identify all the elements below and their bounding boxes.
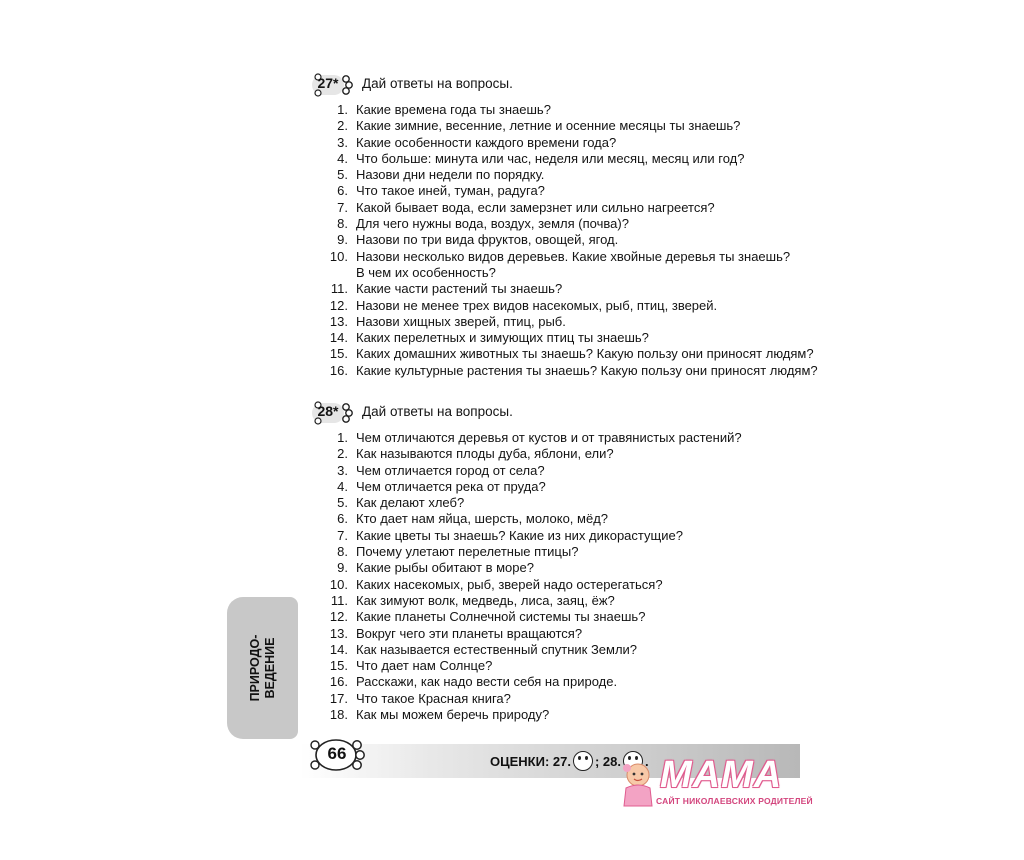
question-text: Что такое иней, туман, радуга? (356, 183, 545, 199)
question-text: Как делают хлеб? (356, 495, 465, 511)
question-item (332, 102, 812, 118)
page-number-badge (309, 735, 365, 775)
question-item (332, 495, 812, 511)
question-text: Как называются плоды дуба, яблони, ели? (356, 446, 614, 462)
question-text: Для чего нужны вода, воздух, земля (почва)? (356, 216, 629, 232)
side-tab-line-2: ВЕДЕНИЕ (262, 637, 277, 699)
question-number: 12. (329, 297, 348, 313)
question-number: 5. (337, 495, 348, 511)
question-number: 13. (329, 625, 348, 641)
question-item (329, 625, 812, 642)
question-text: Какие культурные растения ты знаешь? Какую пользу они приносят людям? (356, 362, 818, 378)
question-item (332, 463, 812, 479)
task-28-badge (310, 400, 352, 426)
grades-separator: ; 28. (594, 753, 621, 769)
question-number: 4. (337, 150, 348, 166)
question-item (329, 362, 818, 379)
question-item (329, 297, 812, 314)
question-text-continued: В чем их особенность? (356, 264, 496, 280)
question-item (329, 330, 812, 346)
question-text: Назови несколько видов деревьев. Какие хвойные деревья ты знаешь? (356, 248, 791, 264)
question-number: 6. (337, 511, 348, 527)
question-text: Назови по три вида фруктов, овощей, ягод. (356, 232, 619, 248)
question-number: 3. (337, 462, 348, 478)
question-item (332, 200, 812, 216)
question-item (332, 511, 812, 527)
question-text: Какие зимние, весенние, летние и осенние месяцы ты знаешь? (356, 118, 741, 134)
question-item (329, 707, 812, 723)
question-number: 15. (329, 346, 348, 362)
question-text: Что такое Красная книга? (356, 690, 511, 706)
site-watermark (612, 754, 813, 810)
watermark-subtitle: САЙТ НИКОЛАЕВСКИХ РОДИТЕЛЕЙ (656, 796, 813, 806)
question-text: Какие части растений ты знаешь? (356, 281, 563, 297)
page-number: 66 (327, 744, 347, 763)
question-text: Каких насекомых, рыб, зверей надо остерегаться? (356, 576, 663, 592)
question-text: Какие особенности каждого времени года? (356, 134, 617, 150)
question-text: Назови хищных зверей, птиц, рыб. (356, 313, 566, 329)
question-item (329, 609, 812, 625)
question-item (332, 430, 812, 446)
question-number: 8. (337, 544, 348, 560)
question-item (332, 281, 812, 297)
question-number: 12. (329, 609, 348, 625)
question-item (332, 446, 812, 462)
question-number: 4. (337, 478, 348, 494)
task-title: Дай ответы на вопросы. (362, 404, 513, 419)
question-number: 10. (329, 248, 348, 264)
section-side-tab (227, 597, 298, 739)
question-item (329, 641, 812, 658)
question-number: 6. (337, 183, 348, 199)
question-text: Какие времена года ты знаешь? (356, 102, 551, 117)
question-text: Вокруг чего эти планеты вращаются? (356, 625, 583, 641)
question-item (332, 593, 812, 609)
question-text: Назови не менее трех видов насекомых, рыб, птиц, зверей. (356, 297, 718, 313)
question-text: Какие рыбы обитают в море? (356, 560, 534, 576)
question-number: 7. (337, 527, 348, 543)
question-item (332, 135, 812, 151)
question-number: 14. (329, 641, 348, 657)
question-text: Расскажи, как надо вести себя на природе. (356, 674, 618, 690)
question-item (329, 576, 812, 593)
question-item (329, 690, 812, 707)
question-item (329, 313, 812, 330)
question-number: 3. (337, 134, 348, 150)
grades-end: . (644, 753, 649, 769)
question-text: Кто дает нам яйца, шерсть, молоко, мёд? (356, 511, 609, 527)
question-item (329, 674, 812, 690)
question-number: 7. (337, 199, 348, 215)
smiley-face-icon (573, 751, 593, 771)
question-number: 18. (329, 707, 348, 723)
question-text: Назови дни недели по порядку. (356, 167, 545, 183)
question-text: Что больше: минута или час, неделя или месяц, месяц или год? (356, 150, 745, 166)
question-number: 11. (330, 592, 348, 608)
question-text: Каких домашних животных ты знаешь? Какую пользу они приносят людям? (356, 346, 814, 362)
question-text: Какие планеты Солнечной системы ты знаешь? (356, 609, 646, 625)
question-item (332, 528, 812, 544)
question-list-27 (329, 102, 818, 379)
question-text: Чем отличается река от пруда? (356, 478, 546, 494)
task-number: 27* (317, 75, 339, 91)
question-item (332, 479, 812, 495)
question-number: 9. (337, 560, 348, 576)
grades-label: ОЦЕНКИ: 27. (490, 753, 571, 769)
question-text: Какие цветы ты знаешь? Какие из них дикорастущие? (356, 527, 683, 543)
baby-mascot-icon (618, 762, 658, 808)
question-text: Чем отличается город от села? (356, 462, 545, 478)
question-number: 5. (337, 167, 348, 183)
question-number: 15. (329, 658, 348, 674)
question-item (332, 151, 812, 167)
question-number: 2. (337, 118, 348, 134)
question-text: Как называется естественный спутник Земли? (356, 641, 638, 657)
question-number: 17. (329, 690, 348, 706)
question-number: 2. (337, 446, 348, 462)
question-number: 1. (337, 430, 348, 445)
question-text: Какой бывает вода, если замерзнет или сильно нагреется? (356, 199, 715, 215)
question-number: 13. (329, 313, 348, 329)
question-item (329, 248, 812, 282)
question-number: 8. (337, 216, 348, 232)
question-item (329, 658, 812, 674)
side-tab-line-1: ПРИРОДО- (247, 634, 262, 702)
question-number: 16. (329, 674, 348, 690)
question-number: 1. (337, 102, 348, 117)
question-item (332, 216, 812, 232)
question-number: 11. (330, 281, 348, 297)
question-number: 10. (329, 576, 348, 592)
task-27-badge (310, 72, 352, 98)
watermark-title: МАМА (660, 754, 783, 796)
question-item (332, 560, 812, 576)
question-text: Чем отличаются деревья от кустов и от травянистых растений? (356, 430, 742, 445)
question-text: Почему улетают перелетные птицы? (356, 544, 579, 560)
question-text: Что дает нам Солнце? (356, 658, 493, 674)
question-number: 9. (337, 232, 348, 248)
question-item (332, 544, 812, 560)
section-side-tab-label (227, 597, 298, 739)
question-text: Как мы можем беречь природу? (356, 707, 550, 723)
question-number: 14. (329, 330, 348, 346)
task-title: Дай ответы на вопросы. (362, 76, 513, 91)
question-item (332, 167, 812, 183)
question-text: Каких перелетных и зимующих птиц ты знаешь? (356, 330, 649, 346)
question-item (332, 118, 812, 134)
question-list-28 (329, 430, 812, 723)
question-number: 16. (329, 362, 348, 378)
question-item (332, 232, 812, 248)
task-number: 28* (317, 403, 339, 419)
question-text: Как зимуют волк, медведь, лиса, заяц, ёж? (356, 592, 615, 608)
question-item (332, 183, 812, 199)
question-item (329, 346, 814, 362)
